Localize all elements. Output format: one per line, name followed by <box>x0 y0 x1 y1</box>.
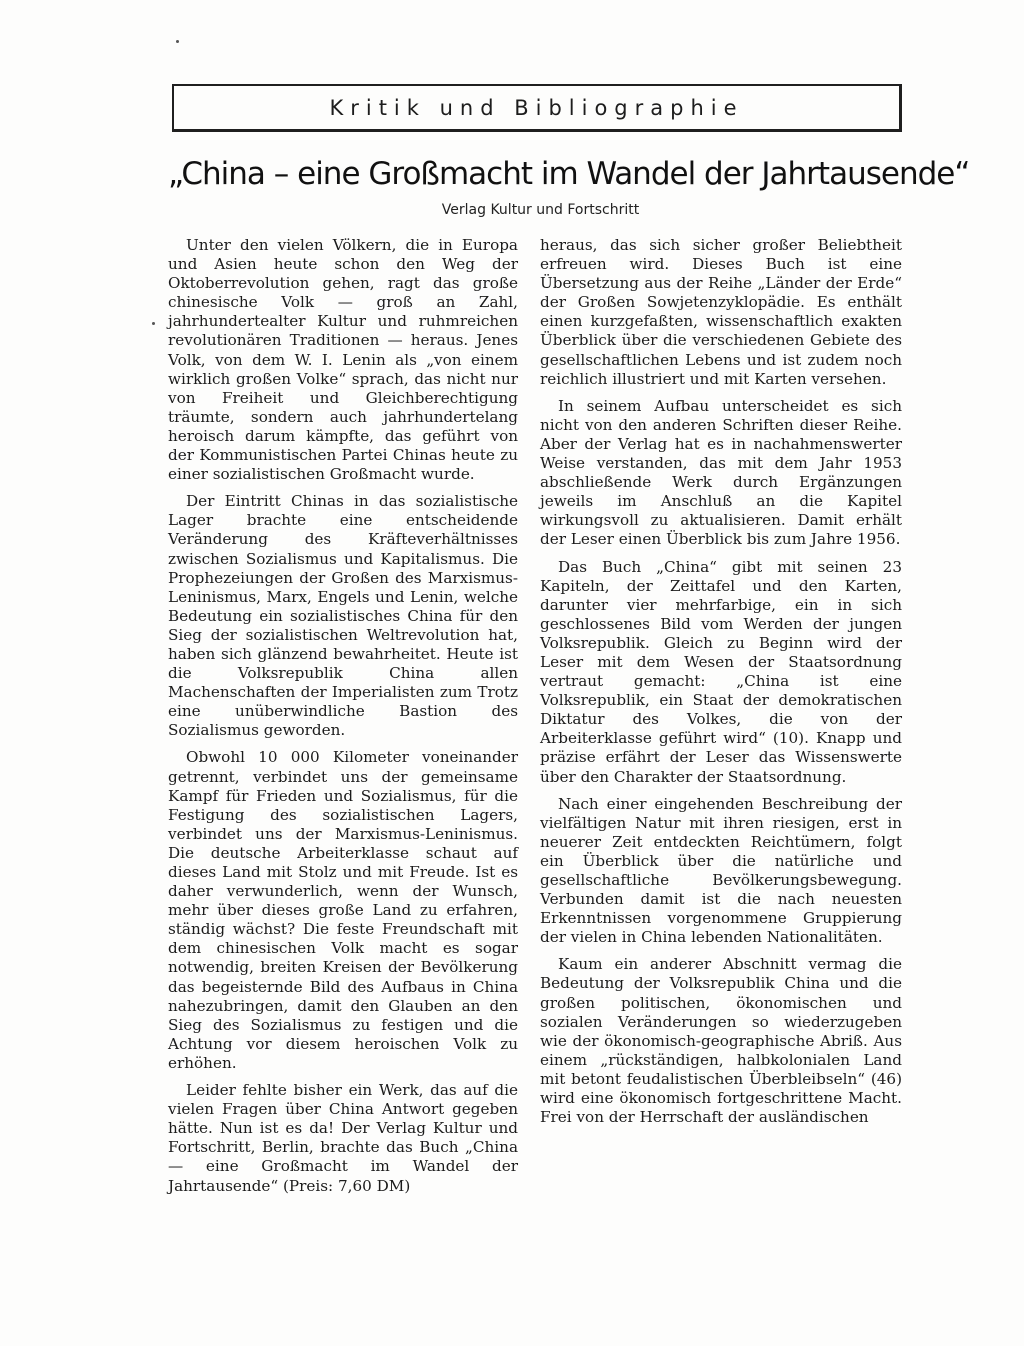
paragraph: heraus, das sich sicher großer Beliebtheit erfreuen wird. Dieses Buch ist eine Übersetzung aus der Reihe „Länder der Erde“ der Großen Sowjetenzyklopädie. Es enthält einen kurzgefaßten, wissenschaftlich exakten Überblick über die verschiedenen Gebiete des gesellschaftlichen Lebens und ist zudem noch reichlich illustriert und mit Karten versehen. <box>540 236 902 388</box>
paragraph: Der Eintritt Chinas in das sozialistische Lager brachte eine entscheidende Veränderung des Kräfteverhältnisses zwischen Sozialismus und Kapitalismus. Die Prophezeiungen der Großen des Marxismus-Leninismus, Marx, Engels und Lenin, welche Bedeutung ein sozialistisches China für den Sieg der sozialistischen Weltrevolution hat, haben sich glänzend bewahrheitet. Heute ist die Volksrepublik China allen Machenschaften der Imperialisten zum Trotz eine unüberwindliche Bastion des Sozialismus geworden. <box>168 492 518 740</box>
paragraph: In seinem Aufbau unterscheidet es sich nicht von den anderen Schriften dieser Reihe. Aber der Verlag hat es in nachahmenswerter Weise verstanden, das mit dem Jahr 1953 abschließende Werk durch Ergänzungen jeweils im Anschluß an die Kapitel wirkungsvoll zu aktualisieren. Damit erhält der Leser einen Überblick bis zum Jahre 1956. <box>540 396 902 549</box>
paragraph: Kaum ein anderer Abschnitt vermag die Bedeutung der Volksrepublik China und die großen politischen, ökonomischen und sozialen Veränderungen so wiederzugeben wie der ökonomisch-geographische Abriß. Aus einem „rückständigen, halbkolonialen Land mit betont feudalistischen Überbleibseln“ (46) wird eine ökonomisch fortgeschrittene Macht. Frei von der Herrschaft der ausländischen <box>540 955 902 1127</box>
left-column <box>168 236 518 1204</box>
right-column <box>540 236 902 1135</box>
print-speck <box>152 322 155 325</box>
print-speck <box>176 40 179 43</box>
paragraph: Leider fehlte bisher ein Werk, das auf die vielen Fragen über China Antwort gegeben hätte. Nun ist es da! Der Verlag Kultur und Fortschritt, Berlin, brachte das Buch „China — eine Großmacht im Wandel der Jahrtausende“ (Preis: 7,60 DM) <box>168 1081 518 1195</box>
paragraph: Obwohl 10 000 Kilometer voneinander getrennt, verbindet uns der gemeinsame Kampf für Frieden und Sozialismus, für die Festigung des sozialistischen Lagers, verbindet uns der Marxismus-Leninismus. Die deutsche Arbeiterklasse schaut auf dieses Land mit Stolz und mit Freude. Ist es daher verwunderlich, wenn der Wunsch, mehr über dieses große Land zu erfahren, ständig wächst? Die feste Freundschaft mit dem chinesischen Volk macht es sogar notwendig, breiten Kreisen der Bevölkerung das begeisternde Bild des Aufbaus in China nahezubringen, damit den Glauben an den Sieg des Sozialismus zu festigen und die Achtung vor diesem heroischen Volk zu erhöhen. <box>168 748 518 1072</box>
paragraph: Unter den vielen Völkern, die in Europa und Asien heute schon den Weg der Oktoberrevolution gehen, ragt das große chinesische Volk — groß an Zahl, jahrhundertealter Kultur und ruhmreichen revolutionären Traditionen — heraus. Jenes Volk, von dem W. I. Lenin als „von einem wirklich großen Volke“ sprach, das nicht nur von Freiheit und Gleichberechtigung träumte, sondern auch jahrhundertelang heroisch darum kämpfte, das geführt von der Kommunistischen Partei Chinas heute zu einer sozialistischen Großmacht wurde. <box>168 236 518 484</box>
paragraph: Das Buch „China“ gibt mit seinen 23 Kapiteln, der Zeittafel und den Karten, darunter vier mehrfarbige, ein in sich geschlossenes Bild vom Werden der jungen Volksrepublik. Gleich zu Beginn wird der Leser mit dem Wesen der Staatsordnung vertraut gemacht: „China ist eine Volksrepublik, ein Staat der demokratischen Diktatur des Volkes, die von der Arbeiterklasse geführt wird“ (10). Knapp und präzise erfährt der Leser das Wissenswerte über den Charakter der Staatsordnung. <box>540 557 902 786</box>
section-header-box <box>172 84 902 132</box>
paragraph: Nach einer eingehenden Beschreibung der vielfältigen Natur mit ihren riesigen, erst in neuerer Zeit entdeckten Reichtümern, folgt ein Überblick über die natürliche und gesellschaftliche Bevölkerungsbewegung. Verbunden damit ist die nach neuesten Erkenntnissen vorgenommene Gruppierung der vielen in China lebenden Nationalitäten. <box>540 794 902 947</box>
publisher-line: Verlag Kultur und Fortschritt <box>441 202 640 218</box>
section-header: Kritik und Bibliographie <box>329 95 744 120</box>
article-title: „China – eine Großmacht im Wandel der Jahrtausende“ <box>168 156 970 192</box>
